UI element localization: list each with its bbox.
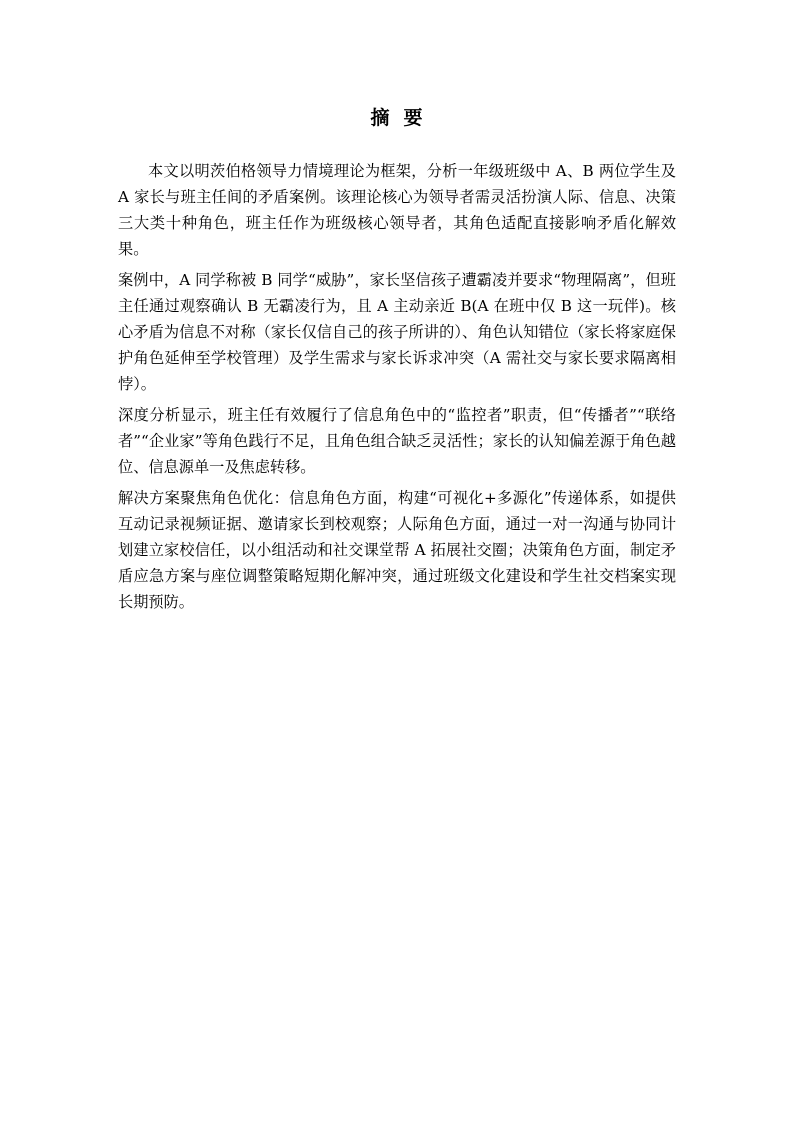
abstract-paragraph-1: 本文以明茨伯格领导力情境理论为框架，分析一年级班级中 A、B 两位学生及 A 家长与班主任间的矛盾案例。该理论核心为领导者需灵活扮演人际、信息、决策三大类十种角色，班主任作为班级核心领导者，其角色适配直接影响矛盾化解效果。 xyxy=(118,162,676,258)
abstract-body xyxy=(118,158,676,620)
abstract-title: 摘要 xyxy=(370,107,437,129)
abstract-paragraph-4: 解决方案聚焦角色优化：信息角色方面，构建“可视化+多源化”传递体系，如提供互动记录视频证据、邀请家长到校观察；人际角色方面，通过一对一沟通与协同计划建立家校信任，以小组活动和社交课堂帮 A 拓展社交圈；决策角色方面，制定矛盾应急方案与座位调整策略短期化解冲突，通过班级文化建设和学生社交档案实现长期预防。 xyxy=(118,489,676,611)
abstract-paragraph-3: 深度分析显示，班主任有效履行了信息角色中的“监控者”职责，但“传播者”“联络者”“企业家”等角色践行不足，且角色组合缺乏灵活性；家长的认知偏差源于角色越位、信息源单一及焦虑转移。 xyxy=(118,406,676,476)
abstract-paragraph-2: 案例中，A 同学称被 B 同学“威胁”，家长坚信孩子遭霸凌并要求“物理隔离”，但班主任通过观察确认 B 无霸凌行为，且 A 主动亲近 B(A 在班中仅 B 这一玩伴)。核心矛盾为信息不对称（家长仅信自己的孩子所讲的）、角色认知错位（家长将家庭保护角色延伸至学校管理）及学生需求与家长诉求冲突（A 需社交与家长要求隔离相悖）。 xyxy=(118,271,676,393)
